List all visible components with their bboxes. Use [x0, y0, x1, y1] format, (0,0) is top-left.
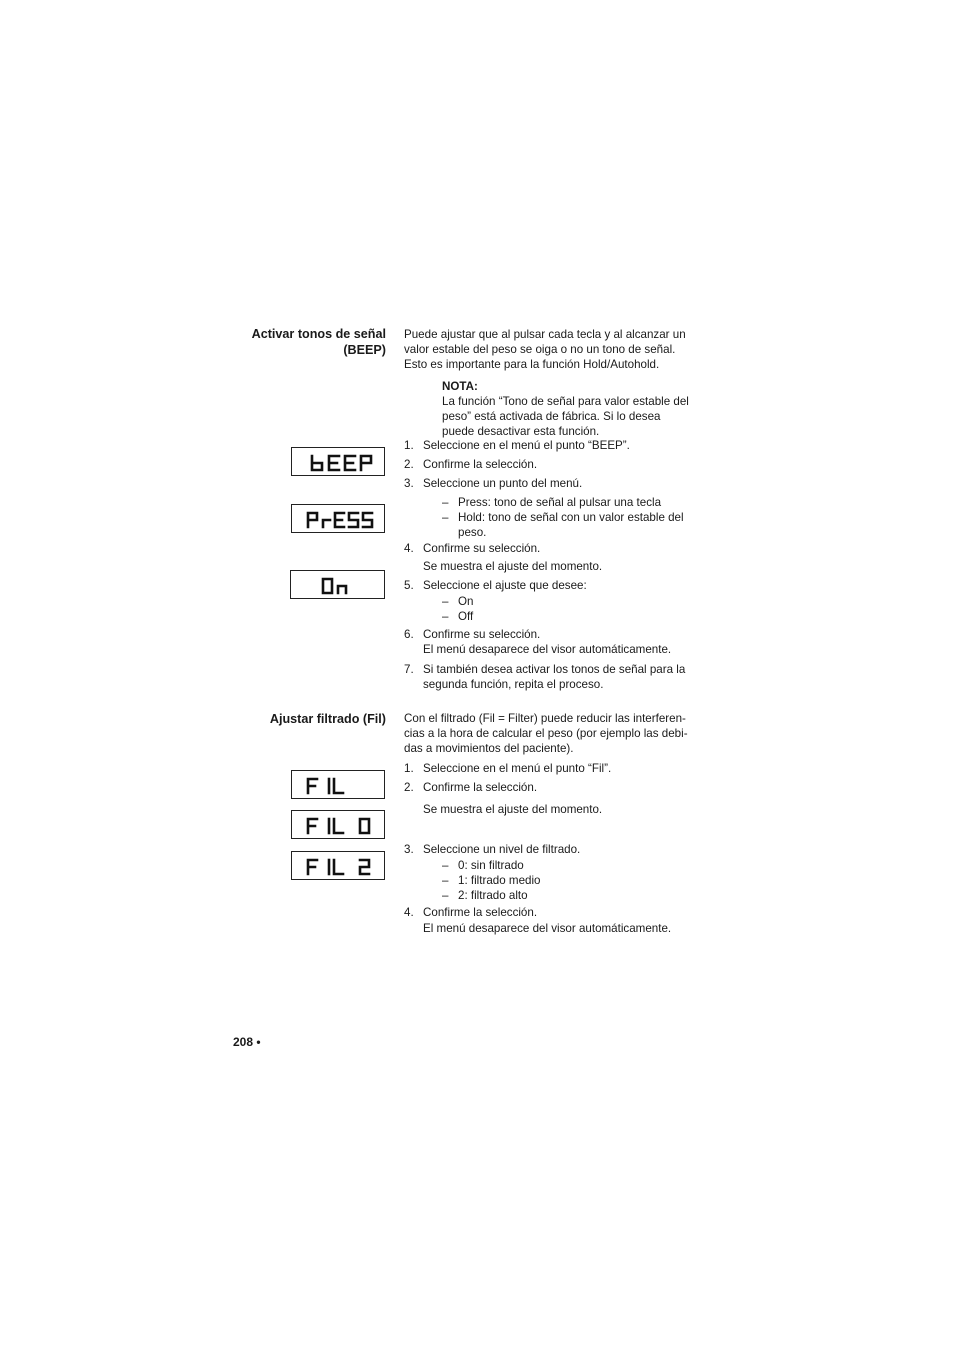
dash-glyph: –	[442, 889, 449, 902]
lcd-readout-on	[291, 571, 386, 600]
step-number: 4.	[404, 906, 414, 919]
step-number: 1.	[404, 762, 414, 775]
step-text: Seleccione en el menú el punto “Fil”.	[423, 762, 612, 775]
dash-glyph: –	[442, 859, 449, 872]
lcd-display-fil-2	[291, 851, 385, 880]
step-subtext-line: Se muestra el ajuste del momento.	[423, 803, 603, 816]
step-text: Confirme su selección.	[423, 542, 541, 555]
step-number: 2.	[404, 458, 414, 471]
option-text: 2: filtrado alto	[458, 889, 528, 902]
option-text: 0: sin filtrado	[458, 859, 524, 872]
step-number: 3.	[404, 477, 414, 490]
option-item	[442, 888, 692, 903]
dash-glyph: –	[442, 874, 449, 887]
step-number: 4.	[404, 542, 414, 555]
beep-intro	[404, 327, 694, 372]
dash-glyph: –	[442, 511, 449, 524]
option-text: Off	[458, 610, 474, 623]
step-item	[404, 541, 694, 556]
step-text: Si también desea activar los tonos de señal para la	[423, 663, 686, 676]
note-box	[442, 379, 702, 439]
option-item	[442, 495, 692, 510]
step-subtext-line: El menú desaparece del visor automáticamente.	[423, 643, 672, 656]
lcd-readout-press	[292, 505, 386, 534]
option-item	[442, 609, 692, 624]
step-item	[404, 627, 694, 657]
heading-line: Ajustar filtrado (Fil)	[269, 712, 386, 726]
intro-line: Puede ajustar que al pulsar cada tecla y al alcanzar un	[404, 328, 686, 341]
step-text: segunda función, repita el proceso.	[423, 678, 604, 691]
dash-glyph: –	[442, 496, 449, 509]
lcd-display-on	[290, 570, 385, 599]
step-subtext	[404, 559, 694, 574]
section-heading-beep	[200, 326, 386, 358]
intro-line: das a movimientos del paciente).	[404, 742, 574, 755]
step-subtext-line: Se muestra el ajuste del momento.	[423, 560, 603, 573]
page-number: 208 •	[233, 1035, 261, 1049]
option-item	[442, 873, 692, 888]
lcd-display-fil	[291, 770, 385, 799]
step-item	[404, 842, 694, 857]
intro-line: Esto es importante para la función Hold/Autohold.	[404, 358, 660, 371]
option-text: Press: tono de señal al pulsar una tecla	[458, 496, 662, 509]
dash-glyph: –	[442, 595, 449, 608]
intro-line: valor estable del peso se oiga o no un tono de señal.	[404, 343, 676, 356]
step-text: Confirme su selección.	[423, 628, 541, 641]
step-text: Confirme la selección.	[423, 458, 538, 471]
option-item	[442, 858, 692, 873]
step-number: 7.	[404, 663, 414, 676]
option-text: peso.	[458, 526, 487, 539]
step-text: Confirme la selección.	[423, 906, 538, 919]
step-number: 5.	[404, 579, 414, 592]
intro-line: Con el filtrado (Fil = Filter) puede reducir las interferen-	[404, 712, 686, 725]
lcd-display-press	[291, 504, 385, 533]
step-text: Confirme la selección.	[423, 781, 538, 794]
step-subtext-line: El menú desaparece del visor automáticamente.	[423, 922, 672, 935]
fil-intro	[404, 711, 696, 756]
note-line: La función “Tono de señal para valor estable del	[442, 395, 689, 408]
step-item	[404, 780, 694, 795]
step-item	[404, 905, 694, 936]
lcd-readout-fil-2	[292, 852, 386, 881]
lcd-readout-beep	[292, 448, 386, 477]
step-number: 3.	[404, 843, 414, 856]
step-item	[404, 457, 694, 472]
option-text: 1: filtrado medio	[458, 874, 541, 887]
intro-line: cias a la hora de calcular el peso (por ejemplo las debi-	[404, 727, 688, 740]
step-item	[404, 476, 694, 491]
note-title: NOTA:	[442, 380, 478, 393]
step-number: 6.	[404, 628, 414, 641]
step-text: Seleccione un nivel de filtrado.	[423, 843, 581, 856]
lcd-display-fil-0	[291, 810, 385, 839]
option-item	[442, 594, 692, 609]
step-text: Seleccione el ajuste que desee:	[423, 579, 587, 592]
dash-glyph: –	[442, 610, 449, 623]
step-subtext	[404, 802, 694, 817]
note-line: peso” está activada de fábrica. Si lo desea	[442, 410, 661, 423]
option-text: Hold: tono de señal con un valor estable del	[458, 511, 684, 524]
lcd-readout-fil	[292, 771, 386, 800]
step-item	[404, 578, 694, 593]
option-text: On	[458, 595, 474, 608]
step-number: 1.	[404, 439, 414, 452]
heading-line: Activar tonos de señal	[251, 327, 386, 341]
section-heading-fil	[200, 711, 386, 727]
note-line: puede desactivar esta función.	[442, 425, 600, 438]
lcd-readout-fil-0	[292, 811, 386, 840]
step-item	[404, 662, 694, 692]
step-text: Seleccione un punto del menú.	[423, 477, 583, 490]
step-text: Seleccione en el menú el punto “BEEP”.	[423, 439, 630, 452]
step-number: 2.	[404, 781, 414, 794]
heading-line: (BEEP)	[343, 343, 386, 357]
lcd-display-beep	[291, 447, 385, 476]
step-item	[404, 438, 694, 453]
step-item	[404, 761, 694, 776]
option-item	[442, 510, 692, 540]
